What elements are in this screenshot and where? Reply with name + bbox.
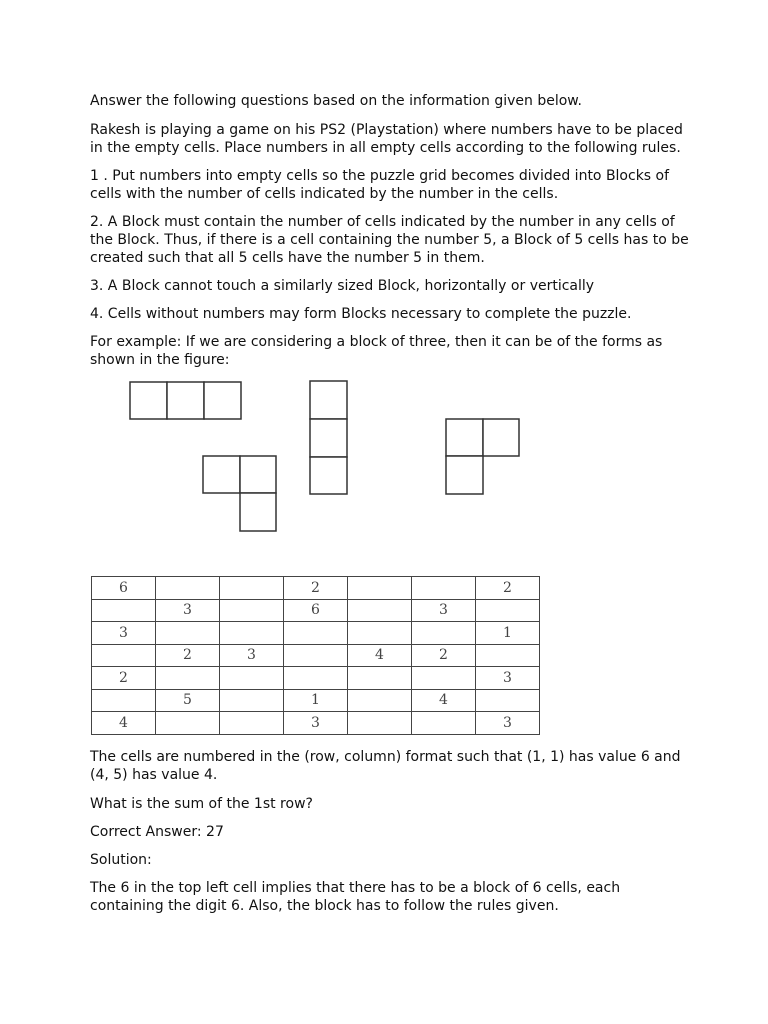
grid-row (92, 689, 540, 712)
grid-cell (156, 577, 220, 600)
grid-cell: 1 (284, 689, 348, 712)
grid-cell (156, 622, 220, 645)
grid-cell (476, 644, 540, 667)
grid-cell (412, 577, 476, 600)
grid-cell (348, 599, 412, 622)
solution-label: Solution: (90, 852, 152, 868)
rule-2: 2. A Block must contain the number of cells indicated by the number in any cells of the Block. Thus, if there is a cell containing the number 5, a Block of 5 cells has to be created such that all 5 cells have the number 5 in them. (90, 214, 689, 266)
grid-cell (220, 622, 284, 645)
answer-text: Correct Answer: 27 (90, 824, 224, 840)
grid-cell: 6 (92, 577, 156, 600)
grid-cell (220, 667, 284, 690)
grid-cell (92, 644, 156, 667)
horizontal-block-shape (130, 382, 241, 419)
grid-cell: 3 (284, 712, 348, 735)
grid-cell (412, 622, 476, 645)
grid-cell (476, 599, 540, 622)
grid-cell (220, 599, 284, 622)
rule-3: 3. A Block cannot touch a similarly sized Block, horizontally or vertically (90, 278, 595, 294)
grid-cell (348, 667, 412, 690)
grid-cell (284, 644, 348, 667)
grid-cell (220, 577, 284, 600)
grid-cell (92, 689, 156, 712)
grid-cell: 3 (412, 599, 476, 622)
grid-cell (284, 622, 348, 645)
story-text: Rakesh is playing a game on his PS2 (Playstation) where numbers have to be placed in the empty cells. Place numbers in all empty cells according to the following rules. (90, 122, 683, 156)
grid-cell: 2 (92, 667, 156, 690)
note-text: The cells are numbered in the (row, column) format such that (1, 1) has value 6 and (4, 5) has value 4. (90, 749, 681, 783)
grid-cell (476, 689, 540, 712)
grid-cell: 4 (92, 712, 156, 735)
grid-cell: 3 (156, 599, 220, 622)
question-text: What is the sum of the 1st row? (90, 796, 313, 812)
grid-cell: 1 (476, 622, 540, 645)
grid-cell: 3 (476, 667, 540, 690)
grid-row (92, 712, 540, 735)
grid-cell (348, 622, 412, 645)
grid-cell (412, 712, 476, 735)
l-block-shape-b (203, 456, 276, 531)
rule-1: 1 . Put numbers into empty cells so the puzzle grid becomes divided into Blocks of cells with the number of cells indicated by the number in the cells. (90, 168, 670, 202)
intro-text: Answer the following questions based on the information given below. (90, 93, 582, 109)
grid-cell: 2 (156, 644, 220, 667)
grid-cell: 2 (476, 577, 540, 600)
grid-cell: 3 (92, 622, 156, 645)
grid-row (92, 622, 540, 645)
grid-cell (220, 689, 284, 712)
rule-4: 4. Cells without numbers may form Blocks necessary to complete the puzzle. (90, 306, 632, 322)
grid-row (92, 599, 540, 622)
grid-cell: 3 (220, 644, 284, 667)
grid-cell: 3 (476, 712, 540, 735)
grid-cell (348, 577, 412, 600)
grid-cell (156, 667, 220, 690)
puzzle-grid (91, 576, 540, 735)
grid-row (92, 644, 540, 667)
grid-cell (348, 689, 412, 712)
grid-cell: 4 (412, 689, 476, 712)
grid-cell: 5 (156, 689, 220, 712)
grid-row (92, 667, 540, 690)
l-block-shape-a (446, 419, 519, 494)
grid-cell: 2 (412, 644, 476, 667)
grid-cell (156, 712, 220, 735)
grid-cell: 2 (284, 577, 348, 600)
grid-cell (284, 667, 348, 690)
grid-cell (348, 712, 412, 735)
grid-cell: 4 (348, 644, 412, 667)
grid-cell (92, 599, 156, 622)
vertical-block-shape (310, 381, 347, 494)
example-text: For example: If we are considering a block of three, then it can be of the forms as shown in the figure: (90, 334, 663, 368)
grid-cell (412, 667, 476, 690)
grid-row (92, 577, 540, 600)
grid-cell: 6 (284, 599, 348, 622)
grid-cell (220, 712, 284, 735)
solution-text: The 6 in the top left cell implies that there has to be a block of 6 cells, each containing the digit 6. Also, the block has to follow the rules given. (90, 880, 621, 914)
